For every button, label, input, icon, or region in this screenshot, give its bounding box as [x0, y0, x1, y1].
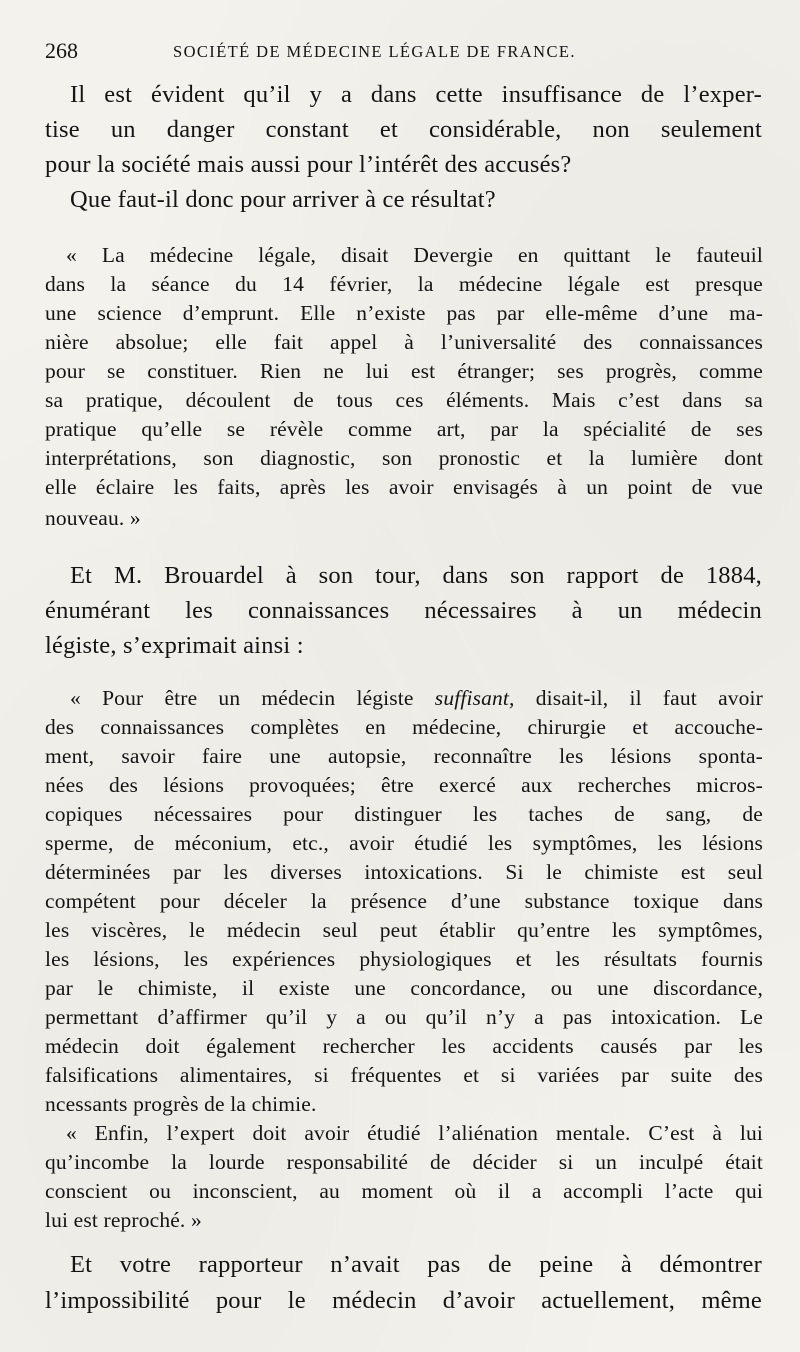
text-line: Et votre rapporteur n’avait pas de peine à démontrer	[70, 1251, 762, 1278]
quote-line: nées des lésions provoquées; être exercé aux recherches micros-	[45, 773, 763, 797]
text-line: tise un danger constant et considérable, non seulement	[45, 116, 762, 143]
quote-line: lui est reproché. »	[45, 1208, 202, 1232]
quote-line: « Enfin, l’expert doit avoir étudié l’aliénation mentale. C’est à lui	[66, 1121, 763, 1145]
quote-line: compétent pour déceler la présence d’une substance toxique dans	[45, 889, 763, 913]
quote-line: interprétations, son diagnostic, son pronostic et la lumière dont	[45, 446, 763, 470]
quote-line: une science d’emprunt. Elle n’existe pas par elle-même d’une ma-	[45, 301, 763, 325]
quote-text: disait-il, il faut avoir	[514, 686, 763, 710]
text-line: Il est évident qu’il y a dans cette insuffisance de l’exper-	[70, 81, 762, 108]
text-line: légiste, s’exprimait ainsi :	[45, 632, 304, 659]
quote-line: par le chimiste, il existe une concordance, ou une discordance,	[45, 976, 763, 1000]
quote-line: les lésions, les expériences physiologiques et les résultats fournis	[45, 947, 763, 971]
quote-line: copiques nécessaires pour distinguer les taches de sang, de	[45, 802, 763, 826]
quote-line: déterminées par les diverses intoxications. Si le chimiste est seul	[45, 860, 763, 884]
quote-line: qu’incombe la lourde responsabilité de décider si un inculpé était	[45, 1150, 763, 1174]
quote-line: les viscères, le médecin seul peut établir qu’entre les symptômes,	[45, 918, 763, 942]
text-line: énumérant les connaissances nécessaires à un médecin	[45, 597, 762, 624]
quote-line: médecin doit également rechercher les accidents causés par les	[45, 1034, 763, 1058]
quote-line: conscient ou inconscient, au moment où il a accompli l’acte qui	[45, 1179, 763, 1203]
running-head: SOCIÉTÉ DE MÉDECINE LÉGALE DE FRANCE.	[173, 42, 576, 61]
quote-text: « Pour être un médecin légiste	[70, 686, 435, 710]
quote-line: pratique qu’elle se révèle comme art, par la spécialité de ses	[45, 417, 763, 441]
quote-line: falsifications alimentaires, si fréquentes et si variées par suite des	[45, 1063, 763, 1087]
emphasis-word: suffisant,	[434, 686, 515, 710]
quote-line	[70, 686, 763, 711]
quote-line: nière absolue; elle fait appel à l’universalité des connaissances	[45, 330, 763, 354]
quote-line: permettant d’affirmer qu’il y a ou qu’il n’y a pas intoxication. Le	[45, 1005, 763, 1029]
text-line: l’impossibilité pour le médecin d’avoir actuellement, même	[45, 1287, 762, 1314]
quote-line: nouveau. »	[45, 506, 141, 530]
quote-line: sa pratique, découlent de tous ces éléments. Mais c’est dans sa	[45, 388, 763, 412]
text-line: Que faut-il donc pour arriver à ce résultat?	[70, 186, 496, 213]
quote-line: pour se constituer. Rien ne lui est étranger; ses progrès, comme	[45, 359, 763, 383]
page-number: 268	[45, 38, 78, 63]
quote-line: elle éclaire les faits, après les avoir envisagés à un point de vue	[45, 475, 763, 499]
quote-line: dans la séance du 14 février, la médecine légale est presque	[45, 272, 763, 296]
page-header	[45, 38, 765, 68]
text-line: pour la société mais aussi pour l’intérêt des accusés?	[45, 151, 572, 178]
quote-line: « La médecine légale, disait Devergie en quittant le fauteuil	[66, 243, 763, 267]
quote-line: ment, savoir faire une autopsie, reconnaître les lésions sponta-	[45, 744, 763, 768]
quote-line: des connaissances complètes en médecine, chirurgie et accouche-	[45, 715, 763, 739]
quote-line: ncessants progrès de la chimie.	[45, 1092, 317, 1116]
text-line: Et M. Brouardel à son tour, dans son rapport de 1884,	[70, 562, 762, 589]
quote-line: sperme, de méconium, etc., avoir étudié les symptômes, les lésions	[45, 831, 763, 855]
